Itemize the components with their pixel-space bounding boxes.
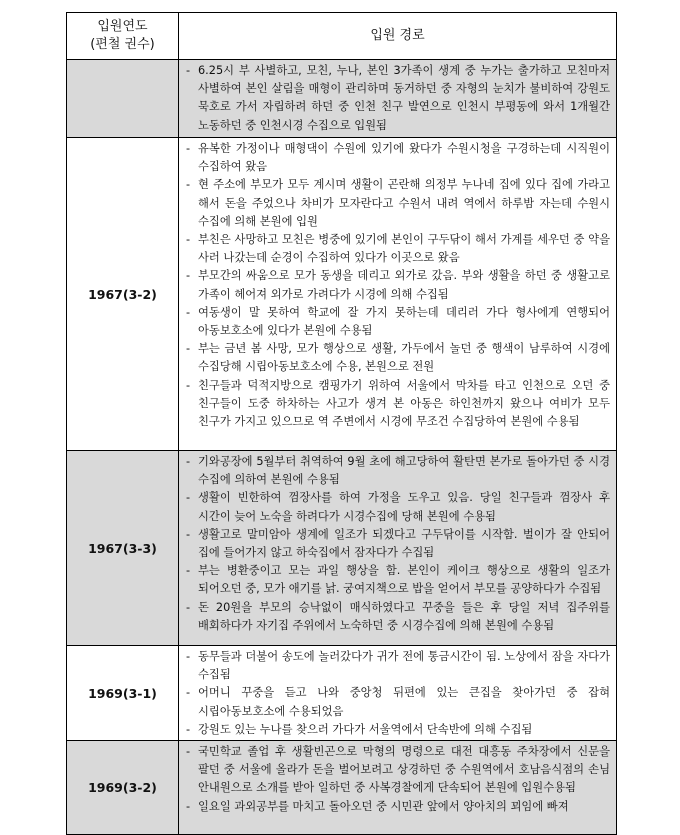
admission-table	[66, 12, 617, 835]
header-year	[67, 13, 179, 60]
entry-item: - 국민학교 졸업 후 생활빈곤으로 막형의 명령으로 대전 대흥동 주차장에서 신문을 팔던 중 서울에 올라가 돈을 벌어보려고 상경하던 중 수원역에서 호남음식점의 손님 안내원으로 소개를 받아 일하던 중 사복경찰에게 단속되어 본원에 입원수용됨	[185, 743, 610, 798]
entry-item: - 부는 금년 봄 사망, 모가 행상으로 생활, 가두에서 놀던 중 행색이 남루하여 시경에 수집당해 시립아동보호소에 수용, 본원으로 전원	[185, 340, 610, 376]
entry-item: - 일요일 과외공부를 마치고 돌아오던 중 시민관 앞에서 양아치의 꾀임에 빠져	[185, 798, 610, 816]
entry-item: - 친구들과 덕적지방으로 캠핑가기 위하여 서울에서 막차를 타고 인천으로 오던 중 친구들이 도중 하차하는 사고가 생겨 본 아동은 하인천까지 왔으나 여비가 모두 친구가 가지고 있으므로 역 주변에서 시경에 무조건 수집당하여 본원에 수용됨	[185, 377, 610, 432]
entry-item: - 기와공장에 5월부터 취역하여 9월 초에 해고당하여 활탄면 본가로 돌아가던 중 시경 수집에 의하여 본원에 수용됨	[185, 453, 610, 489]
entry-item: - 부친은 사망하고 모친은 병중에 있기에 본인이 구두닦이 해서 가계를 세우던 중 약을 사러 나갔는데 순경이 수집하여 있다가 이곳으로 왔음	[185, 231, 610, 267]
table-row	[67, 451, 617, 646]
table-row	[67, 646, 617, 741]
table-row	[67, 741, 617, 835]
entries-cell	[179, 741, 617, 835]
header-year-line2: (편철 권수)	[90, 37, 155, 52]
entry-item: - 부모간의 싸움으로 모가 동생을 데리고 외가로 갔음. 부와 생활을 하던 중 생활고로 가족이 헤어져 외가로 가려다가 시경에 의해 수집됨	[185, 267, 610, 303]
header-row	[67, 13, 617, 60]
entries-cell	[179, 138, 617, 451]
header-year-line1: 입원연도	[97, 19, 148, 34]
entry-item: - 여동생이 말 못하여 학교에 잘 가지 못하는데 데리러 가다 형사에게 연행되어 아동보호소에 있다가 본원에 수용됨	[185, 304, 610, 340]
entry-item: - 부는 병환중이고 모는 과일 행상을 함. 본인이 케이크 행상으로 생활의 일조가 되어오던 중, 모가 애기를 낡. 궁여지책으로 밥을 얻어서 부모를 공양하다가 수집됨	[185, 562, 610, 598]
year-cell: 1969(3-1)	[67, 646, 179, 741]
year-cell	[67, 60, 179, 138]
entries-cell	[179, 646, 617, 741]
entry-item: - 유복한 가정이나 매형댁이 수원에 있기에 왔다가 수원시청을 구경하는데 시직원이 수집하여 왔음	[185, 140, 610, 176]
table-row	[67, 60, 617, 138]
entries-cell	[179, 451, 617, 646]
entry-item: - 현 주소에 부모가 모두 계시며 생활이 곤란해 의정부 누나네 집에 있다 집에 가라고 해서 돈을 주었으나 차비가 모자란다고 수원서 내려 역에서 하루밤 자는데 수원시 수집에 의해 본원에 입원	[185, 176, 610, 231]
entry-item: - 돈 20원을 부모의 승낙없이 매식하였다고 꾸중을 들은 후 당일 저녁 집주위를 배회하다가 자기집 주위에서 노숙하던 중 시경수집에 의해 본원에 수용됨	[185, 599, 610, 635]
entry-item: - 동무들과 더불어 송도에 놀러갔다가 귀가 전에 통금시간이 됨. 노상에서 잠을 자다가 수집됨	[185, 648, 610, 684]
table-row	[67, 138, 617, 451]
entry-item: - 생활고로 말미암아 생계에 일조가 되겠다고 구두닦이를 시작함. 벌이가 잘 안되어 집에 들어가지 않고 하숙집에서 잠자다가 수집됨	[185, 526, 610, 562]
entry-item: - 어머니 꾸중을 듣고 나와 중앙청 뒤편에 있는 큰집을 찾아가던 중 잡혀 시립아동보호소에 수용되었음	[185, 684, 610, 720]
year-cell: 1967(3-3)	[67, 451, 179, 646]
entries-cell	[179, 60, 617, 138]
year-cell: 1967(3-2)	[67, 138, 179, 451]
entry-item: - 강원도 있는 누나를 찾으러 가다가 서울역에서 단속반에 의해 수집됨	[185, 721, 610, 739]
entry-item: - 생활이 빈한하여 껌장사를 하여 가정을 도우고 있음. 당일 친구들과 껌장사 후 시간이 늦어 노숙을 하려다가 시경수집에 당해 본원에 수용됨	[185, 489, 610, 525]
year-cell: 1969(3-2)	[67, 741, 179, 835]
entry-item: - 6.25시 부 사별하고, 모친, 누나, 본인 3가족이 생계 중 누가는 출가하고 모친마저 사별하여 본인 살림을 매형이 관리하며 동거하던 중 자형의 눈치가 불비하여 강원도 묵호로 가서 자립하려 하던 중 인천 친구 발연으로 인천시 부평동에 와서 1개월간 노동하던 중 인천시경 수집으로 입원됨	[185, 62, 610, 135]
header-route: 입원 경로	[179, 13, 617, 60]
